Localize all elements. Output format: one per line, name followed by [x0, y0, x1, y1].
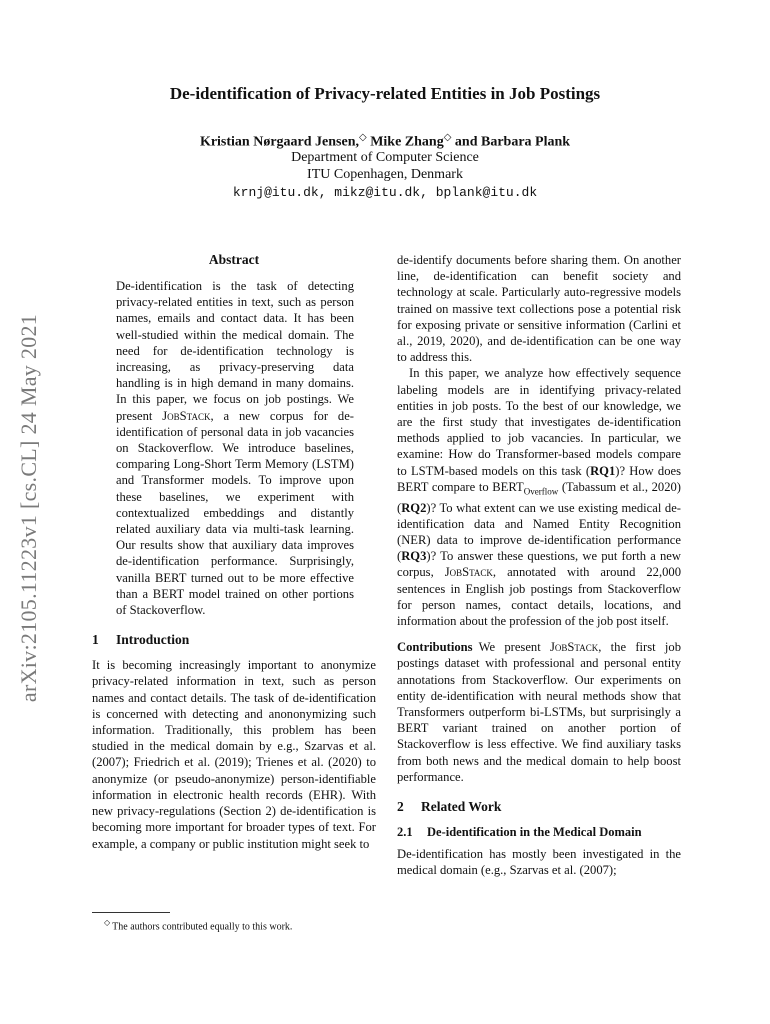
author-3: and Barbara Plank — [454, 134, 571, 150]
rq3-label: RQ3 — [401, 549, 427, 564]
section-number: 2 — [397, 799, 404, 815]
paper-title: De-identification of Privacy-related Entities in Job Postings — [169, 84, 601, 103]
paragraph-text-part: , the first job postings dataset with professional and personal entity annotations from Stackoverflow. Our experiments on entity de-identification with neural methods show that Transformers outperform bi-LSTMs, but surprisingly a BERT variant trained on another portion of Stackoverflow is less effective. We find auxiliary tasks from both news and the medical domain to help boost performance. — [397, 640, 681, 784]
corpus-name: JobStack — [444, 565, 493, 580]
paragraph-text-part: (Tabassum et al., 2020) ( — [397, 479, 681, 515]
abstract-text-part: De-identification is the task of detecting privacy-related entities in text, such as person names, emails and contact data. It has been well-studied within the medical domain. The need for de-identification technology is increasing, as privacy-preserving data handling is in high demand in many domains. In this paper, we focus on job postings. We present — [116, 279, 354, 423]
contributions-paragraph — [397, 639, 681, 785]
abstract-text-part: , a new corpus for de-identification of personal data in job vacancies on Stackoverflow. We introduce baselines, comparing Long-Short Term Memory (LSTM) and Transformer models. To improve upon these baselines, we experiment with contextualized embeddings and distantly related auxiliary data via multi-task learning. Our results show that auxiliary data improves de-identification performance. Surprisingly, vanilla BERT turned out to be more effective than a BERT model trained on other portions of Stackoverflow. — [116, 408, 354, 618]
author-1: Kristian Nørgaard Jensen, — [199, 134, 359, 150]
paragraph-text-part: In this paper, we analyze how effectively sequence labeling models are in identifying privacy-related entities in job posts. To the best of our knowledge, we are the first study that investigates de-identification methods applied to job vacancies. In particular, we examine: How do Transformer-based models compare to LSTM-based models on this task ( — [397, 366, 681, 478]
footnote-mark: ◇ — [104, 918, 111, 927]
introduction-paragraph-continued: de-identify documents before sharing them. On another line, de-identification can benefit society and technology at scale. Particularly auto-regressive models trained on massive text collections pose a potential risk for exposing private or sensitive information (Carlini et al., 2019, 2020), and de-identification can be one way to address this. — [397, 253, 681, 365]
section-heading-related-work — [397, 799, 681, 815]
section-title: Introduction — [116, 632, 190, 648]
corpus-name: JobStack — [162, 408, 211, 423]
arxiv-identifier-text: arXiv:2105.11223v1 [cs.CL] 24 May 2021 — [16, 313, 41, 703]
right-column — [397, 252, 681, 878]
rq2-label: RQ2 — [401, 500, 427, 515]
author-emails: krnj@itu.dk, mikz@itu.dk, bplank@itu.dk — [232, 185, 538, 200]
paragraph-text-part: )? To what extent can we use existing medical de-identification data and Named Entity Recognition (NER) data to improve de-identification performance ( — [397, 500, 681, 564]
section-heading-introduction — [92, 632, 376, 648]
related-work-paragraph: De-identification has mostly been investigated in the medical domain (e.g., Szarvas et al. (2007); — [397, 847, 681, 878]
introduction-paragraph: It is becoming increasingly important to anonymize privacy-related information in text, such as person names and contact details. The task of de-identification is concerned with detecting and anononymizing such information. Traditionally, this problem has been studied in the medical domain by e.g., Szarvas et al. (2007); Friedrich et al. (2019); Trienes et al. (2020) to anonymize (or pseudo-anonymize) person-identifiable information in electronic health records (EHR). With new privacy-regulations (Section 2) de-identification is becoming more important for broader types of text. For example, a company or public institution might seek to — [92, 658, 376, 851]
subsection-title: De-identification in the Medical Domain — [427, 825, 642, 840]
equal-contribution-mark: ◇ — [359, 132, 367, 143]
section-number: 1 — [92, 632, 99, 648]
paragraph-text-part: )? To answer these questions, we put forth a new corpus, — [397, 549, 681, 580]
paragraph-text-part: )? How does BERT compare to BERT — [397, 463, 681, 494]
section-title: Related Work — [421, 799, 502, 815]
paragraph-text-part: We present — [478, 640, 551, 655]
paragraph-text-part: , annotated with around 22,000 sentences in English job postings from Stackoverflow for person names, contact details, locations, and information about the profession of the job post itself. — [397, 565, 681, 628]
affiliation-department: Department of Computer Science — [291, 150, 479, 165]
arxiv-identifier-stamp — [12, 313, 46, 703]
footnote — [104, 918, 292, 932]
footnote-text: The authors contributed equally to this work. — [112, 921, 293, 933]
rq1-label: RQ1 — [590, 463, 616, 478]
contributions-label: Contributions — [397, 640, 473, 655]
equal-contribution-mark: ◇ — [443, 132, 452, 143]
left-column — [92, 252, 376, 852]
research-questions-paragraph — [397, 365, 681, 629]
subsection-heading-medical-domain — [397, 825, 681, 840]
bert-overflow-subscript: Overflow — [523, 486, 559, 497]
affiliation-university: ITU Copenhagen, Denmark — [307, 167, 463, 182]
footnote-divider — [92, 912, 170, 913]
author-2: Mike Zhang — [370, 134, 444, 150]
corpus-name: JobStack — [550, 640, 599, 655]
abstract-heading: Abstract — [208, 252, 260, 267]
abstract-text — [116, 278, 354, 618]
author-list — [0, 132, 770, 151]
subsection-number: 2.1 — [397, 825, 413, 840]
